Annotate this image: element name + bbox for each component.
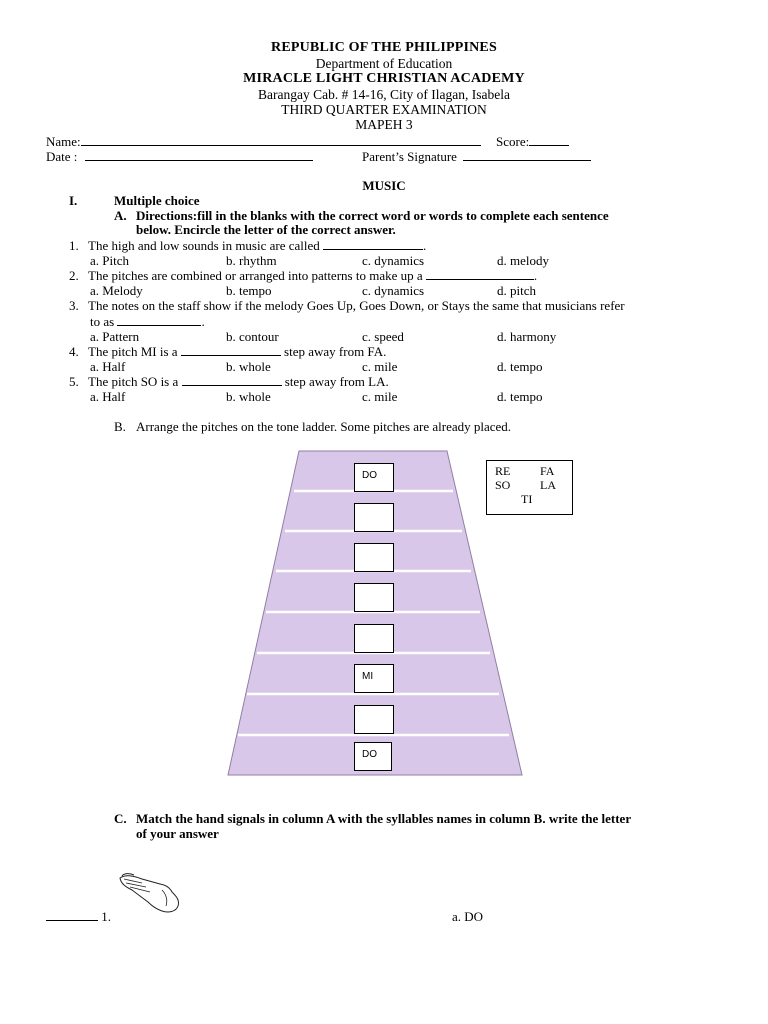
exam-title: THIRD QUARTER EXAMINATION	[281, 102, 487, 117]
part-b-letter: B.	[114, 419, 126, 434]
date-row	[46, 149, 313, 165]
ladder-box-blank[interactable]	[354, 705, 394, 734]
name-label: Name:	[46, 134, 81, 149]
question-5: 5. The pitch SO is a step away from LA.	[69, 374, 389, 389]
choice[interactable]: b. whole	[226, 389, 271, 404]
choice[interactable]: b. whole	[226, 359, 271, 374]
choice[interactable]: a. Half	[90, 389, 126, 404]
department-line: Department of Education	[315, 56, 453, 71]
name-field[interactable]	[81, 134, 481, 146]
choice[interactable]: c. mile	[362, 359, 398, 374]
school-address: Barangay Cab. # 14-16, City of Ilagan, Isabela	[258, 87, 510, 102]
date-field[interactable]	[85, 149, 313, 161]
match-option-a: a. DO	[452, 909, 484, 924]
ladder-box-mi[interactable]: MI	[354, 664, 394, 693]
part-a-directions-2: below. Encircle the letter of the correct answer.	[136, 222, 396, 237]
section-title: MUSIC	[362, 178, 406, 193]
ladder-box-blank[interactable]	[354, 583, 394, 612]
choice[interactable]: a. Pattern	[90, 329, 140, 344]
question-4: 4. The pitch MI is a step away from FA.	[69, 344, 387, 359]
score-field[interactable]	[529, 134, 569, 146]
choice[interactable]: a. Pitch	[90, 253, 129, 268]
part-c-instructions-2: of your answer	[136, 826, 219, 841]
school-name: MIRACLE LIGHT CHRISTIAN ACADEMY	[243, 71, 525, 86]
choice[interactable]: d. harmony	[497, 329, 557, 344]
question-2: 2. The pitches are combined or arranged into patterns to make up a .	[69, 268, 538, 283]
part-a-directions: Directions:fill in the blanks with the correct word or words to complete each sentence	[136, 208, 609, 223]
choice[interactable]: c. dynamics	[362, 283, 425, 298]
question-1: 1. The high and low sounds in music are called .	[69, 238, 427, 253]
answer-blank[interactable]	[426, 268, 534, 280]
part-numeral: I.	[69, 193, 78, 208]
question-3: 3. The notes on the staff show if the melody Goes Up, Goes Down, or Stays the same that musicians refer	[69, 298, 625, 313]
choice[interactable]: d. pitch	[497, 283, 536, 298]
answer-blank[interactable]	[182, 374, 282, 386]
ladder-box-blank[interactable]	[354, 624, 394, 653]
republic-heading: REPUBLIC OF THE PHILIPPINES	[271, 40, 497, 55]
choice[interactable]: d. tempo	[497, 359, 543, 374]
ladder-box-blank[interactable]	[354, 503, 394, 532]
choice[interactable]: d. melody	[497, 253, 549, 268]
choice[interactable]: c. speed	[362, 329, 404, 344]
answer-blank[interactable]	[181, 344, 281, 356]
match-item-1: 1.	[46, 909, 111, 925]
score-row	[496, 134, 569, 150]
choice[interactable]: b. rhythm	[226, 253, 277, 268]
choice[interactable]: a. Melody	[90, 283, 143, 298]
match-answer-blank[interactable]	[46, 909, 98, 921]
subject-title: MAPEH 3	[355, 117, 413, 132]
part-c-letter: C.	[114, 811, 127, 826]
part-c-instructions: Match the hand signals in column A with the syllables names in column B. write the letter	[136, 811, 632, 826]
pitch-choices-box: RE FA SO LA TI	[486, 460, 573, 515]
hand-signal-icon	[116, 870, 184, 916]
parent-signature-label: Parent’s Signature	[362, 149, 457, 164]
ladder-box-bottom-do[interactable]: DO	[354, 742, 392, 771]
parent-signature-field[interactable]	[463, 149, 591, 161]
part-b-instructions: Arrange the pitches on the tone ladder. Some pitches are already placed.	[136, 419, 512, 434]
choice[interactable]: b. tempo	[226, 283, 272, 298]
choice[interactable]: b. contour	[226, 329, 279, 344]
answer-blank[interactable]	[117, 314, 201, 326]
choice[interactable]: a. Half	[90, 359, 126, 374]
score-label: Score:	[496, 134, 530, 149]
choice[interactable]: c. dynamics	[362, 253, 425, 268]
date-label: Date :	[46, 149, 78, 164]
part-title: Multiple choice	[114, 193, 200, 208]
choice[interactable]: c. mile	[362, 389, 398, 404]
name-row	[46, 134, 481, 150]
ladder-box-top-do[interactable]: DO	[354, 463, 394, 492]
parent-row	[362, 149, 591, 165]
answer-blank[interactable]	[323, 238, 423, 250]
ladder-box-blank[interactable]	[354, 543, 394, 572]
part-a-letter: A.	[114, 208, 127, 223]
choice[interactable]: d. tempo	[497, 389, 543, 404]
question-3-line-2: to as .	[90, 314, 205, 329]
